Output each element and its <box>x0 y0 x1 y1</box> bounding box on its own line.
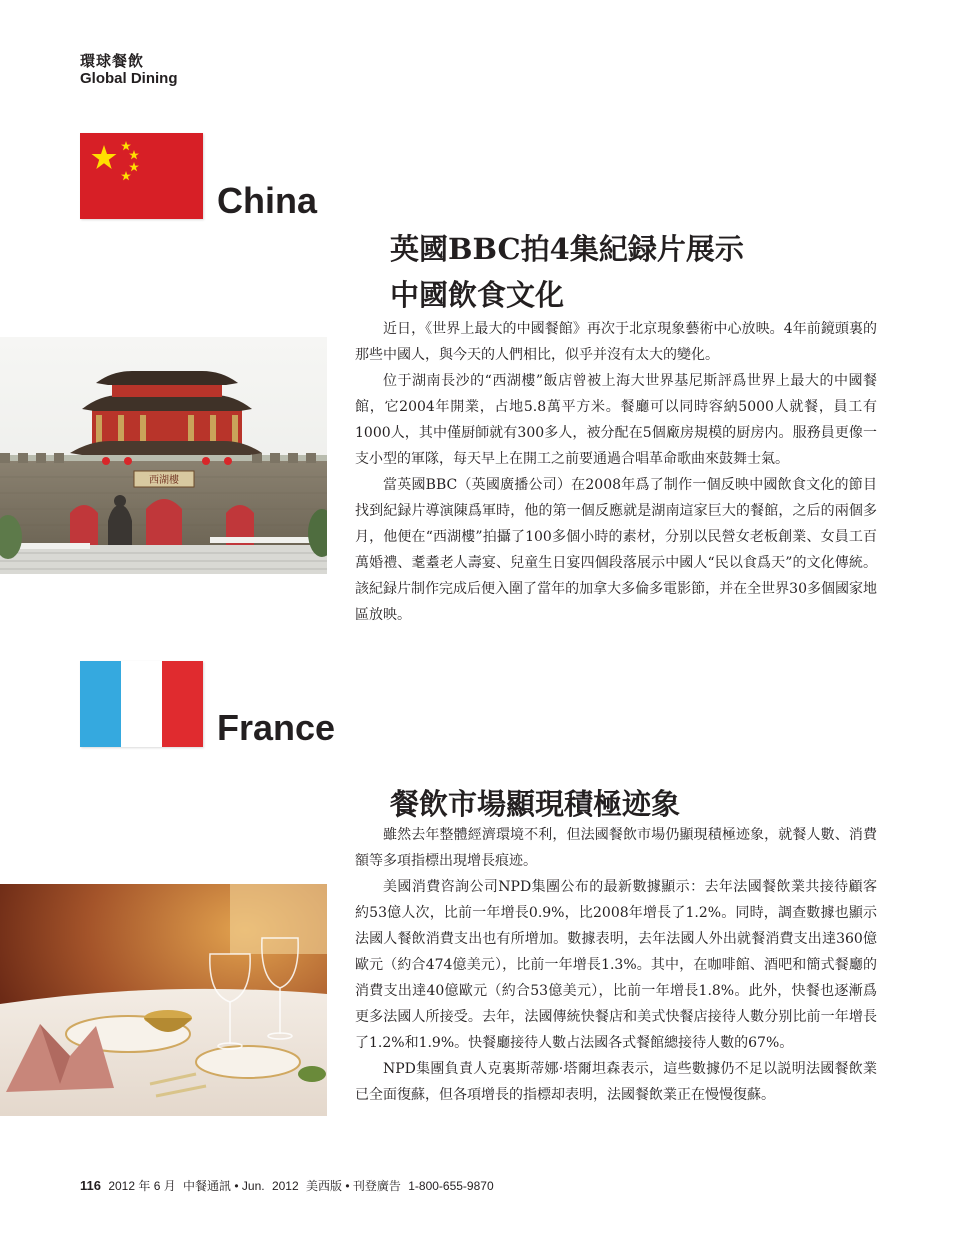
footer-publication: 中餐通訊 • Jun. <box>183 1179 265 1193</box>
france-headline <box>390 781 870 827</box>
france-flag-red-band <box>162 661 203 747</box>
china-paragraph-2: 位于湖南長沙的“西湖樓”飯店曾被上海大世界基尼斯評爲世界上最大的中國餐館，它2004年開業，占地5.8萬平方米。餐廳可以同時容納5000人就餐，員工有1000人，其中僅厨師就有300多人，被分配在5個廠房規模的厨房内。服務員更像一支小型的軍隊，每天早上在開工之前要通過合唱革命歌曲來鼓舞士氣。 <box>355 373 877 467</box>
country-heading-china: China <box>217 180 318 221</box>
section-title-en: Global Dining <box>80 70 178 87</box>
footer-edition: 美西版 • 刊登廣告 <box>306 1179 401 1193</box>
china-headline-line-2: 中國飲食文化 <box>390 278 565 312</box>
france-paragraph-2: 美國消費咨詢公司NPD集團公布的最新數據顯示：去年法國餐飲業共接待顧客約53億人次，比前一年增長0.9%，比2008年增長了1.2%。同時，調查數據也顯示法國人餐飲消費支出也有所增加。數據表明，去年法國人外出就餐消費支出達360億歐元（約合474億美元），比前一年增長1.3%。其中，在咖啡館、酒吧和簡式餐廳的消費支出達40億歐元（約合53億美元），比前一年增長1.8%。此外，快餐也逐漸爲更多法國人所接受。去年，法國傳統快餐店和美式快餐店接待人數分别比前一年增長了1.2%和1.9%。快餐廳接待人數占法國各式餐館總接待人數的67%。 <box>355 879 877 1051</box>
country-heading-france: France <box>217 707 336 748</box>
china-article <box>355 316 877 628</box>
footer-phone: 1-800-655-9870 <box>408 1179 494 1193</box>
france-headline-line-1: 餐飲市場顯現積極迹象 <box>390 787 681 821</box>
china-headline-line-1: 英國BBC拍4集紀録片展示 <box>390 232 744 266</box>
france-table-photo <box>0 884 327 1116</box>
section-header <box>80 52 178 88</box>
france-paragraph-1: 雖然去年整體經濟環境不利，但法國餐飲市場仍顯現積極迹象，就餐人數、消費額等多項指標出現增長痕迹。 <box>355 827 877 869</box>
page-footer <box>80 1178 498 1194</box>
china-paragraph-1: 近日，《世界上最大的中國餐館》再次于北京現象藝術中心放映。4年前鏡頭裏的那些中國人，與今天的人們相比，似乎并沒有太大的變化。 <box>355 321 877 363</box>
photo-sign-text: 西湖樓 <box>149 475 179 486</box>
page-number: 116 <box>80 1178 101 1193</box>
france-paragraph-3: NPD集團負責人克裏斯蒂娜·塔爾坦森表示，這些數據仍不足以説明法國餐飲業已全面復蘇，但各項增長的指標却表明，法國餐飲業正在慢慢復蘇。 <box>355 1061 877 1103</box>
france-article <box>355 822 877 1108</box>
footer-year: 2012 <box>271 1179 299 1193</box>
china-headline <box>390 226 870 318</box>
china-paragraph-3: 當英國BBC（英國廣播公司）在2008年爲了制作一個反映中國飲食文化的節目找到紀録片導演陳爲軍時，他的第一個反應就是湖南這家巨大的餐館，之后的兩個多月，他便在“西湖樓”拍攝了100多個小時的素材，分别以民營女老板創業、女員工百萬婚禮、耄耋老人壽宴、兒童生日宴四個段落展示中國人“民以食爲天”的文化傳統。該紀録片制作完成后便入圍了當年的加拿大多倫多電影節，并在全世界30多個國家地區放映。 <box>355 477 877 623</box>
china-restaurant-photo <box>0 337 327 574</box>
footer-date: 2012 年 6 月 <box>108 1179 176 1193</box>
france-flag-white-band <box>121 661 162 747</box>
section-title-zh: 環球餐飲 <box>80 52 145 70</box>
france-flag-blue-band <box>80 661 121 747</box>
france-flag <box>80 661 203 747</box>
china-flag <box>80 133 203 219</box>
